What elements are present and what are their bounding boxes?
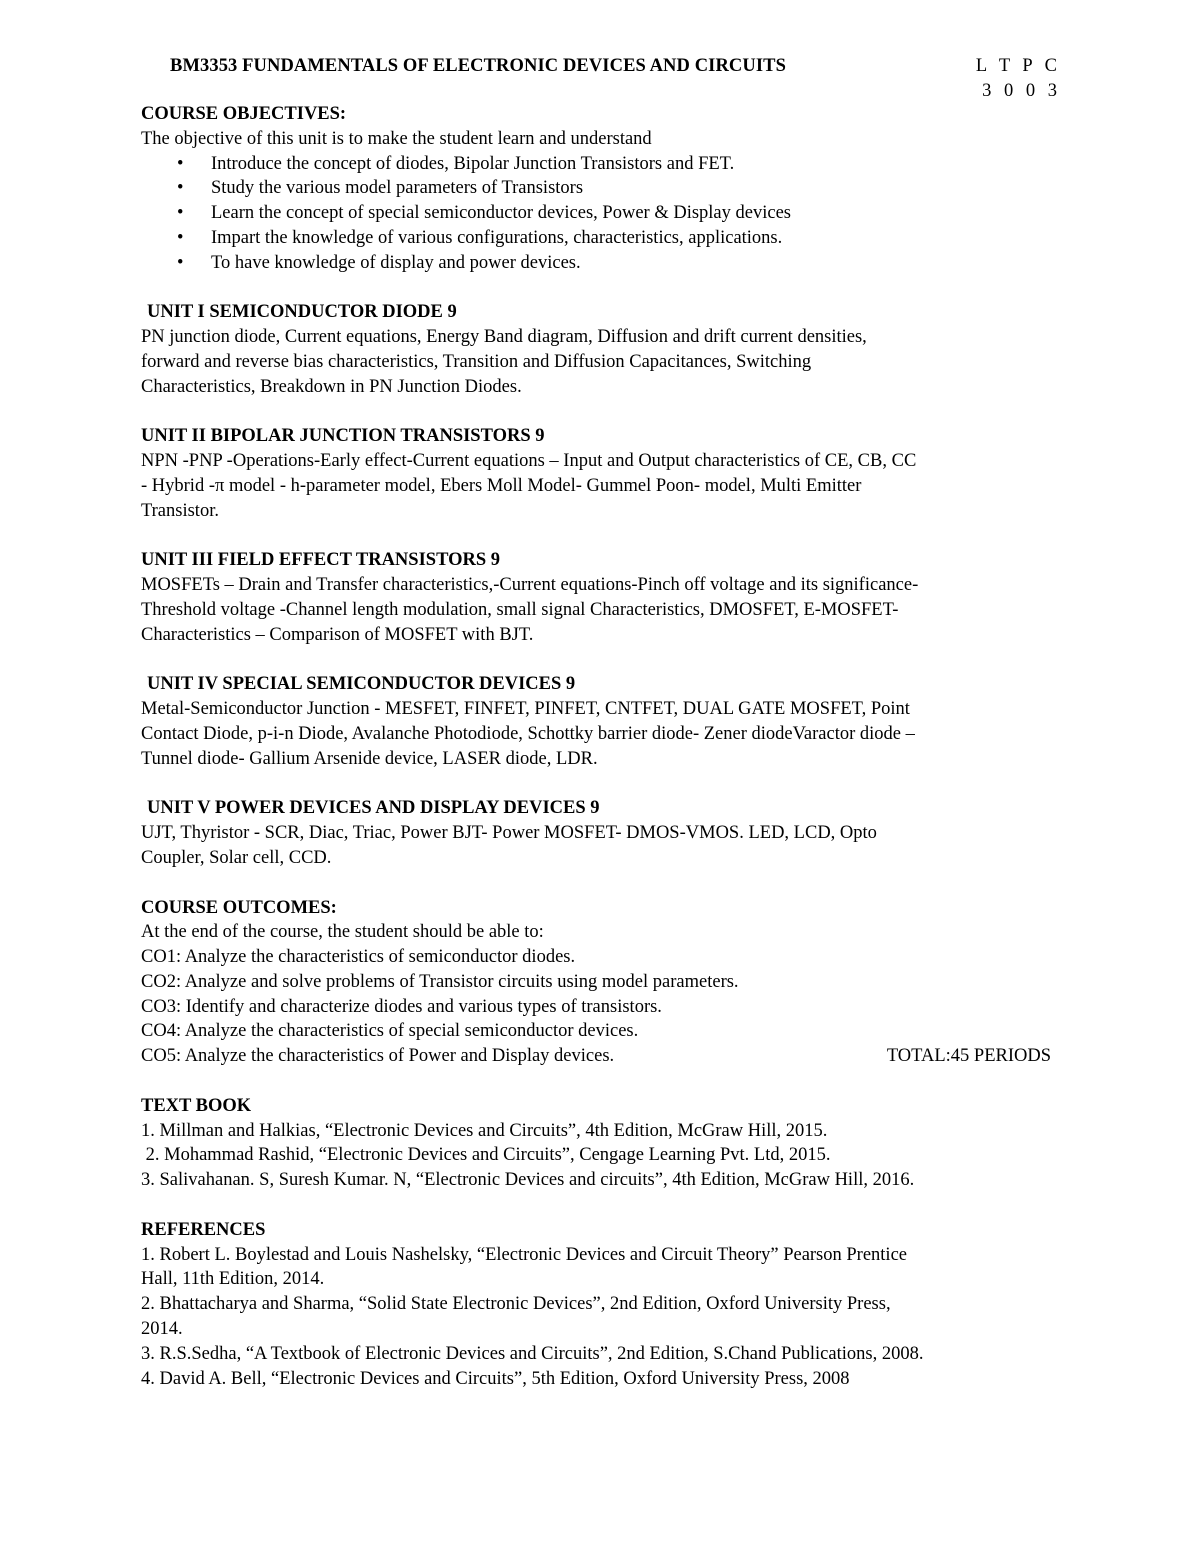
bullet-icon: • bbox=[177, 203, 184, 224]
unit-line: Threshold voltage -Channel length modulation, small signal Characteristics, DMOSFET, E-MOSFET- bbox=[141, 599, 899, 620]
references-heading: REFERENCES bbox=[141, 1219, 266, 1240]
bullet-icon: • bbox=[177, 178, 184, 199]
references-section bbox=[141, 1218, 1061, 1392]
outcome-item: CO1: Analyze the characteristics of semiconductor diodes. bbox=[141, 947, 576, 968]
unit-3-section bbox=[141, 548, 1061, 647]
unit-line: - Hybrid -π model - h-parameter model, Ebers Moll Model- Gummel Poon- model, Multi Emitter bbox=[141, 475, 862, 496]
unit-heading: UNIT II BIPOLAR JUNCTION TRANSISTORS 9 bbox=[141, 426, 545, 447]
total-periods: TOTAL:45 PERIODS bbox=[886, 1046, 1051, 1067]
reference-line: 1. Robert L. Boylestad and Louis Nashelsky, “Electronic Devices and Circuit Theory” Pearson Prentice bbox=[141, 1244, 907, 1265]
textbooks-section bbox=[141, 1094, 1061, 1193]
unit-line: Characteristics – Comparison of MOSFET with BJT. bbox=[141, 624, 534, 645]
textbook-item: 2. Mohammad Rashid, “Electronic Devices and Circuits”, Cengage Learning Pvt. Ltd, 2015. bbox=[141, 1145, 831, 1166]
unit-line: Contact Diode, p-i-n Diode, Avalanche Photodiode, Schottky barrier diode- Zener diodeVaractor diode – bbox=[141, 723, 915, 744]
outcomes-heading: COURSE OUTCOMES: bbox=[141, 897, 337, 918]
unit-1-section bbox=[141, 300, 1061, 399]
outcome-last-row bbox=[141, 1044, 1051, 1069]
unit-line: Coupler, Solar cell, CCD. bbox=[141, 847, 332, 868]
unit-line: NPN -PNP -Operations-Early effect-Current equations – Input and Output characteristics of CE, CB, CC bbox=[141, 451, 917, 472]
ltpc-labels: L T P C bbox=[975, 56, 1061, 76]
ltpc-block bbox=[976, 54, 1061, 104]
ltpc-values: 3 0 0 3 bbox=[982, 81, 1061, 101]
outcome-item: CO3: Identify and characterize diodes and various types of transistors. bbox=[141, 996, 662, 1017]
list-item: • Introduce the concept of diodes, Bipolar Junction Transistors and FET. bbox=[177, 152, 1061, 177]
unit-line: UJT, Thyristor - SCR, Diac, Triac, Power BJT- Power MOSFET- DMOS-VMOS. LED, LCD, Opto bbox=[141, 823, 877, 844]
unit-line: Characteristics, Breakdown in PN Junction Diodes. bbox=[141, 376, 522, 397]
outcomes-section bbox=[141, 896, 1061, 1070]
unit-line: forward and reverse bias characteristics, Transition and Diffusion Capacitances, Switching bbox=[141, 351, 812, 372]
reference-line: 2. Bhattacharya and Sharma, “Solid State Electronic Devices”, 2nd Edition, Oxford University Press, bbox=[141, 1294, 891, 1315]
list-item: • Learn the concept of special semiconductor devices, Power & Display devices bbox=[177, 201, 1061, 226]
list-item: • Impart the knowledge of various configurations, characteristics, applications. bbox=[177, 226, 1061, 251]
unit-heading: UNIT IV SPECIAL SEMICONDUCTOR DEVICES 9 bbox=[147, 674, 576, 695]
unit-5-section bbox=[141, 796, 1061, 870]
document-header bbox=[141, 54, 1061, 102]
outcome-item: CO4: Analyze the characteristics of special semiconductor devices. bbox=[141, 1021, 639, 1042]
unit-4-section bbox=[141, 672, 1061, 771]
list-item: • To have knowledge of display and power devices. bbox=[177, 251, 1061, 276]
outcome-item: CO5: Analyze the characteristics of Power and Display devices. bbox=[141, 1046, 615, 1067]
bullet-icon: • bbox=[177, 252, 184, 273]
textbooks-heading: TEXT BOOK bbox=[141, 1095, 252, 1116]
unit-line: Transistor. bbox=[141, 500, 219, 521]
course-title: BM3353 FUNDAMENTALS OF ELECTRONIC DEVICES AND CIRCUITS bbox=[170, 56, 786, 76]
unit-line: MOSFETs – Drain and Transfer characteristics,-Current equations-Pinch off voltage and its significance- bbox=[141, 575, 919, 596]
textbook-item: 1. Millman and Halkias, “Electronic Devices and Circuits”, 4th Edition, McGraw Hill, 2015. bbox=[141, 1120, 828, 1141]
bullet-icon: • bbox=[177, 227, 184, 248]
unit-line: Metal-Semiconductor Junction - MESFET, FINFET, PINFET, CNTFET, DUAL GATE MOSFET, Point bbox=[141, 699, 910, 720]
list-item: • Study the various model parameters of Transistors bbox=[177, 176, 1061, 201]
unit-line: Tunnel diode- Gallium Arsenide device, LASER diode, LDR. bbox=[141, 748, 598, 769]
unit-line: PN junction diode, Current equations, Energy Band diagram, Diffusion and drift current densities, bbox=[141, 327, 867, 348]
outcome-item: CO2: Analyze and solve problems of Transistor circuits using model parameters. bbox=[141, 971, 739, 992]
objectives-list bbox=[141, 152, 1061, 276]
unit-heading: UNIT I SEMICONDUCTOR DIODE 9 bbox=[147, 302, 457, 323]
reference-line: 4. David A. Bell, “Electronic Devices and Circuits”, 5th Edition, Oxford University Press, 2008 bbox=[141, 1368, 850, 1389]
unit-heading: UNIT III FIELD EFFECT TRANSISTORS 9 bbox=[141, 550, 500, 571]
objectives-intro: The objective of this unit is to make the student learn and understand bbox=[141, 128, 652, 149]
unit-2-section bbox=[141, 424, 1061, 523]
reference-line: 3. R.S.Sedha, “A Textbook of Electronic Devices and Circuits”, 2nd Edition, S.Chand Publications, 2008. bbox=[141, 1343, 924, 1364]
reference-line: Hall, 11th Edition, 2014. bbox=[141, 1269, 325, 1290]
syllabus-page bbox=[141, 54, 1061, 1391]
textbook-item: 3. Salivahanan. S, Suresh Kumar. N, “Electronic Devices and circuits”, 4th Edition, McGraw Hill, 2016. bbox=[141, 1170, 915, 1191]
outcomes-intro: At the end of the course, the student should be able to: bbox=[141, 922, 544, 943]
objectives-heading: COURSE OBJECTIVES: bbox=[141, 104, 347, 124]
unit-heading: UNIT V POWER DEVICES AND DISPLAY DEVICES 9 bbox=[147, 798, 600, 819]
bullet-icon: • bbox=[177, 153, 184, 174]
objectives-section bbox=[141, 102, 1061, 276]
reference-line: 2014. bbox=[141, 1319, 183, 1340]
